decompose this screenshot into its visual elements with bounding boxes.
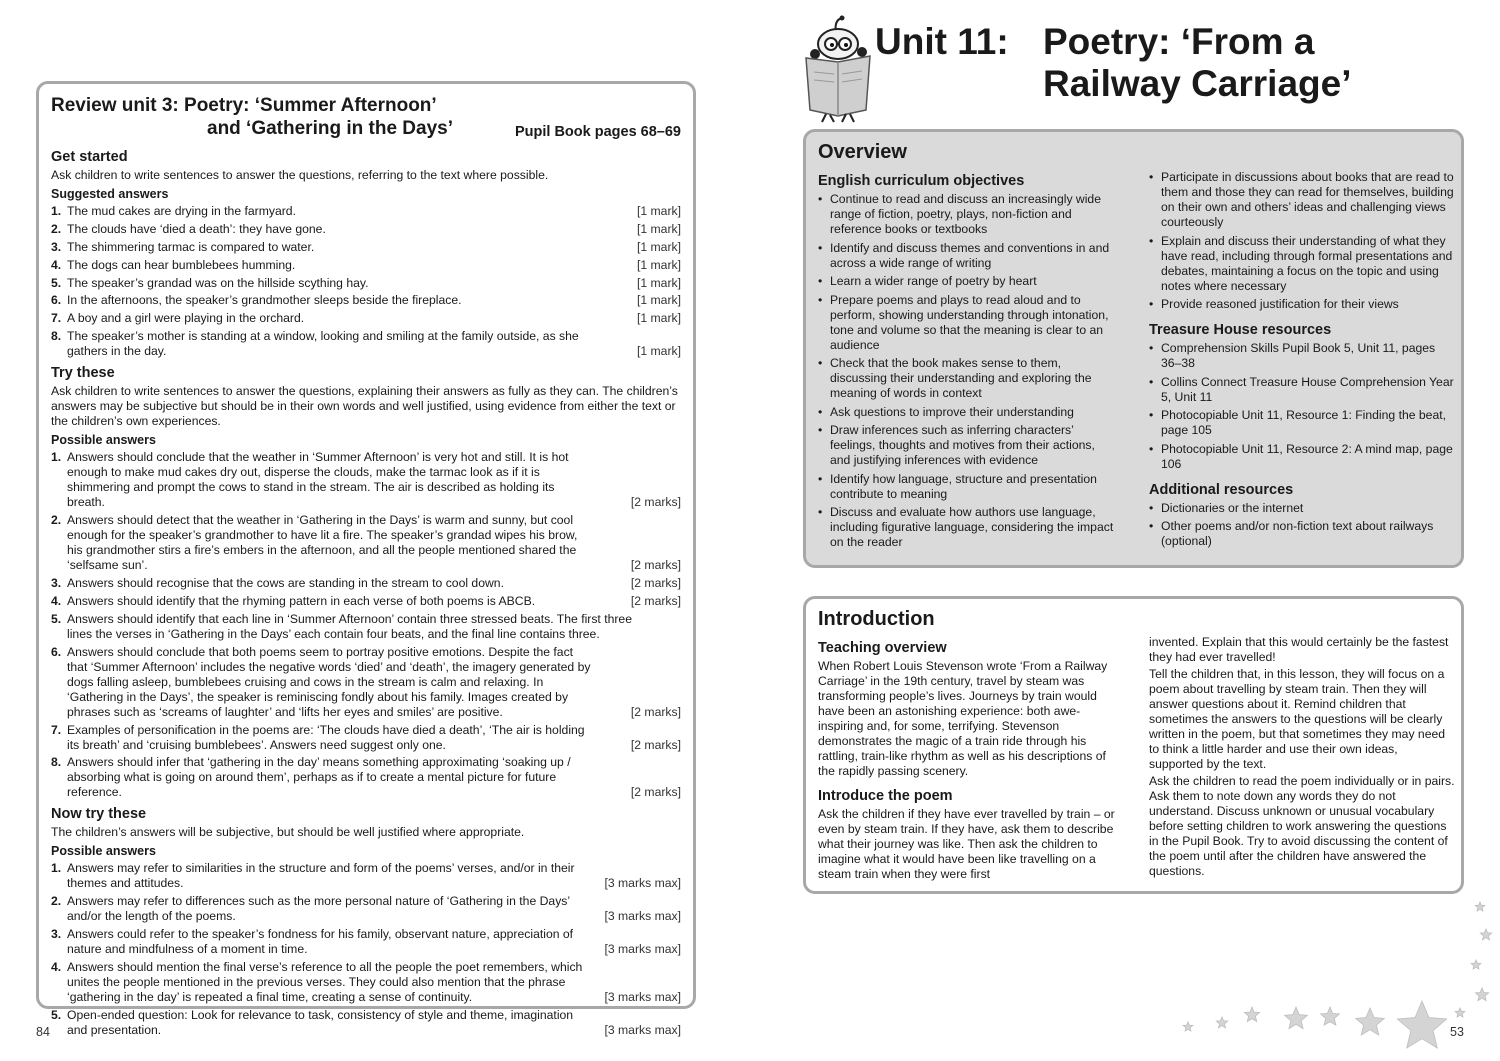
item-number: 2. bbox=[51, 513, 62, 528]
introduction-heading: Introduction bbox=[818, 608, 935, 630]
list-item bbox=[51, 276, 681, 291]
item-mark: [3 marks max] bbox=[604, 942, 681, 957]
star-shape bbox=[1475, 902, 1485, 911]
overview-col-2 bbox=[1149, 170, 1455, 553]
item-mark: [1 mark] bbox=[636, 344, 681, 359]
item-text: Answers could refer to the speaker’s fondness for his family, observant nature, appreciation of nature and mindfulness of a moment in time. bbox=[67, 927, 574, 957]
item-text: Answers may refer to similarities in the structure and form of the poems’ verses, and/or in their themes and attitudes. bbox=[67, 861, 575, 891]
bullet-item: • Identify how language, structure and presentation contribute to meaning bbox=[818, 472, 1118, 502]
star-shape bbox=[1455, 1008, 1465, 1017]
item-mark: [1 mark] bbox=[636, 275, 681, 290]
pupil-book-pages: Pupil Book pages 68–69 bbox=[514, 124, 681, 140]
introduction-para-2: Tell the children that, in this lesson, they will focus on a poem about travelling by steam train. Then they will answer questions about it. Remind children that sometimes the answers to the questions will be clearly written in the poem, but that sometimes they may need to think a little harder and use their own ideas, supported by the text. bbox=[1149, 667, 1446, 771]
item-number: 5. bbox=[51, 1008, 62, 1023]
item-number: 1. bbox=[51, 204, 62, 218]
item-number: 7. bbox=[51, 311, 62, 326]
introduce-poem-heading: Introduce the poem bbox=[818, 788, 953, 804]
item-number: 8. bbox=[51, 329, 62, 344]
possible-answers-label: Possible answers bbox=[51, 433, 156, 448]
item-mark: [2 marks] bbox=[630, 785, 681, 800]
bullet-item: • Draw inferences such as inferring characters’ feelings, thoughts and motives from their actions, and justifying inferences with evidence bbox=[818, 423, 1118, 468]
bullet-item: • Continue to read and discuss an increasingly wide range of fiction, poetry, plays, non-fiction and reference books or textbooks bbox=[818, 192, 1118, 237]
item-text: Answers may refer to differences such as the more personal nature of ‘Gathering in the Days’ and/or the length of the poems. bbox=[67, 894, 570, 924]
list-item bbox=[51, 204, 681, 219]
item-text: Answers should mention the final verse’s reference to all the people the poet remembers, which unites the people mentioned in the previous verses. They could also mention that the phrase ‘gathering in the day’ is repeated a final time, creating a sense of continuity. bbox=[67, 960, 583, 1005]
bullet-item: • Provide reasoned justification for their views bbox=[1149, 297, 1455, 312]
bullet-item: • Comprehension Skills Pupil Book 5, Unit 11, pages 36–38 bbox=[1149, 341, 1455, 371]
now-try-these-heading: Now try these bbox=[51, 806, 147, 823]
bullet-item: • Other poems and/or non-fiction text about railways (optional) bbox=[1149, 519, 1455, 549]
item-text: Answers should conclude that both poems seem to portray positive emotions. Despite the fact that ‘Summer Afternoon’ includes the negative words ‘died’ and ‘death’, the imagery generated by dogs falling asleep, bumblebees cruising and cows in the stream is calm and relaxing. In ‘Gathering in the Days’, the speaker is reminiscing fondly about his family. Images created by phrases such as ‘screams of laughter’ and ‘lifts her eyes and smiles’ are positive. bbox=[67, 644, 591, 719]
item-text: Answers should identify that each line in ‘Summer Afternoon’ contain three stressed beats. The first three lines the verses in ‘Gathering in the Days’ each contain four beats, and the final line contains three. bbox=[67, 611, 632, 641]
teaching-overview-heading: Teaching overview bbox=[818, 640, 947, 656]
overview-col-1 bbox=[818, 170, 1118, 554]
get-started-instructions: Ask children to write sentences to answer the questions, referring to the text where possible. bbox=[51, 168, 549, 182]
treasure-house-heading: Treasure House resources bbox=[1149, 322, 1332, 338]
star-shape bbox=[1475, 988, 1488, 1001]
item-number: 2. bbox=[51, 894, 62, 909]
item-number: 3. bbox=[51, 239, 62, 254]
list-item bbox=[51, 927, 681, 957]
objectives-heading: English curriculum objectives bbox=[818, 173, 1025, 189]
list-item bbox=[51, 329, 681, 359]
page-number-right: 53 bbox=[1450, 1025, 1464, 1039]
star-shape bbox=[1356, 1008, 1385, 1035]
item-mark: [2 marks] bbox=[630, 593, 681, 608]
unit-title-line2: Railway Carriage’ bbox=[1043, 63, 1352, 104]
item-mark: [3 marks max] bbox=[604, 990, 681, 1005]
item-text: The speaker’s grandad was on the hillside scything hay. bbox=[67, 275, 369, 290]
bullet-item: • Check that the book makes sense to them, discussing their understanding and exploring the meaning of words in context bbox=[818, 356, 1118, 401]
bullet-item: • Photocopiable Unit 11, Resource 1: Finding the beat, page 105 bbox=[1149, 408, 1455, 438]
suggested-answers-label: Suggested answers bbox=[51, 187, 169, 201]
bullet-item: • Explain and discuss their understanding of what they have read, including through formal presentations and debates, maintaining a focus on the topic and using notes where necessary bbox=[1149, 234, 1455, 294]
bullet-item: • Dictionaries or the internet bbox=[1149, 501, 1455, 516]
star-shape bbox=[1216, 1017, 1227, 1028]
item-mark: [1 mark] bbox=[636, 204, 681, 218]
item-number: 5. bbox=[51, 275, 62, 290]
bullet-item: • Discuss and evaluate how authors use language, including figurative language, considering the impact on the reader bbox=[818, 505, 1118, 550]
item-mark: [2 marks] bbox=[630, 704, 681, 719]
review-title-line1: Review unit 3: Poetry: ‘Summer Afternoon’ bbox=[51, 95, 437, 116]
objectives-list-1 bbox=[818, 192, 1118, 550]
item-text: Answers should recognise that the cows are standing in the stream to cool down. bbox=[67, 576, 504, 591]
list-item bbox=[51, 723, 681, 753]
review-title-line2: and ‘Gathering in the Days’ bbox=[207, 118, 453, 139]
treasure-house-list bbox=[1149, 341, 1455, 472]
item-number: 5. bbox=[51, 611, 62, 626]
item-text: Answers should infer that ‘gathering in the day’ means something approximating ‘soaking up / absorbing what is going on around them’, perhaps as if to create a mental picture for future reference. bbox=[67, 755, 571, 800]
item-mark: [3 marks max] bbox=[604, 876, 681, 891]
bullet-item: • Participate in discussions about books that are read to them and those they can read for themselves, building on their own and others’ ideas and challenging views courteously bbox=[1149, 170, 1455, 230]
item-text: In the afternoons, the speaker’s grandmother sleeps beside the fireplace. bbox=[67, 293, 462, 308]
item-number: 3. bbox=[51, 927, 62, 942]
item-number: 7. bbox=[51, 722, 62, 737]
star-shape bbox=[1244, 1007, 1259, 1022]
try-these-heading: Try these bbox=[51, 365, 115, 382]
unit-title-line1: Poetry: ‘From a bbox=[1043, 21, 1315, 62]
item-text: The clouds have ‘died a death’: they have gone. bbox=[67, 221, 326, 236]
objectives-list-2 bbox=[1149, 170, 1455, 312]
item-number: 1. bbox=[51, 861, 62, 876]
list-item bbox=[51, 894, 681, 924]
get-started-list bbox=[51, 204, 681, 359]
introduction-col-2 bbox=[1149, 635, 1455, 881]
list-item bbox=[51, 293, 681, 308]
star-shape bbox=[1183, 1022, 1193, 1031]
item-number: 6. bbox=[51, 644, 62, 659]
list-item bbox=[51, 576, 681, 591]
item-mark: [2 marks] bbox=[630, 495, 681, 510]
bullet-item: • Prepare poems and plays to read aloud and to perform, showing understanding through intonation, tone and volume so that the meaning is clear to an audience bbox=[818, 293, 1118, 353]
item-text: The speaker’s mother is standing at a window, looking and smiling at the family outside, as she gathers in the day. bbox=[67, 329, 579, 359]
list-item bbox=[51, 861, 681, 891]
item-text: Answers should detect that the weather in ‘Gathering in the Days’ is warm and sunny, but cool enough for the speaker’s grandmother to have lit a fire. The speaker’s grandad wipes his brow, his grandmother stirs a fire’s embers in the afternoon, and all the people mentioned shared the ‘selfsame sun’. bbox=[67, 513, 578, 573]
now-try-these-instructions: The children’s answers will be subjective, but should be well justified where appropriate. bbox=[51, 825, 525, 840]
introduce-poem-text: Ask the children if they have ever travelled by train – or even by steam train. If they have, ask them to describe what their journey was like. Then ask the children to imagine what it would have been like travelling on a steam train when they were first bbox=[818, 807, 1115, 881]
item-text: Answers should identify that the rhyming pattern in each verse of both poems is ABCB. bbox=[67, 593, 536, 608]
overview-heading: Overview bbox=[818, 141, 907, 163]
bullet-item: • Photocopiable Unit 11, Resource 2: A mind map, page 106 bbox=[1149, 442, 1455, 472]
star-shape bbox=[1285, 1007, 1308, 1029]
item-mark: [2 marks] bbox=[630, 576, 681, 591]
item-mark: [2 marks] bbox=[630, 558, 681, 573]
item-mark: [1 mark] bbox=[636, 221, 681, 236]
item-mark: [3 marks max] bbox=[604, 909, 681, 924]
star-shape bbox=[1397, 1001, 1446, 1048]
item-number: 6. bbox=[51, 293, 62, 308]
list-item bbox=[51, 645, 681, 720]
item-mark: [2 marks] bbox=[630, 737, 681, 752]
item-number: 4. bbox=[51, 960, 62, 975]
overview-box bbox=[803, 129, 1464, 568]
star-shape bbox=[1321, 1007, 1340, 1025]
item-text: Examples of personification in the poems are: ‘The clouds have died a death’, ‘The air is holding its breath’ and ‘cruising bumblebees’. Answers need suggest only one. bbox=[67, 722, 585, 752]
introduction-col-1 bbox=[818, 637, 1124, 884]
introduction-box bbox=[803, 596, 1464, 894]
item-mark: [1 mark] bbox=[636, 311, 681, 326]
item-number: 2. bbox=[51, 221, 62, 236]
list-item bbox=[51, 450, 681, 510]
item-text: The shimmering tarmac is compared to water. bbox=[67, 239, 315, 254]
teaching-overview-text: When Robert Louis Stevenson wrote ‘From a Railway Carriage’ in the 19th century, travel by steam was transforming people’s lives. Journeys by train would have been an astonishing experience: both awe-inspiring and, for some, terrifying. Stevenson demonstrates the magic of a train ride through his rattling, train-like rhythm as well as his descriptions of the rapidly passing scenery. bbox=[818, 659, 1108, 778]
item-text: A boy and a girl were playing in the orchard. bbox=[67, 311, 305, 326]
item-number: 1. bbox=[51, 450, 62, 465]
now-try-these-list bbox=[51, 861, 681, 1038]
get-started-heading: Get started bbox=[51, 149, 128, 165]
item-text: Answers should conclude that the weather in ‘Summer Afternoon’ is very hot and still. It is hot enough to make mud cakes dry out, disperse the clouds, make the tarmac look as if it is shimmering and prompt the cows to stand in the stream. The air is described as holding its breath. bbox=[67, 450, 569, 510]
unit-label: Unit 11: bbox=[875, 21, 1009, 62]
bullet-item: • Ask questions to improve their understanding bbox=[818, 405, 1118, 420]
item-number: 4. bbox=[51, 257, 62, 272]
bullet-item: • Learn a wider range of poetry by heart bbox=[818, 274, 1118, 289]
list-item bbox=[51, 1008, 681, 1038]
item-mark: [3 marks max] bbox=[604, 1023, 681, 1038]
list-item bbox=[51, 594, 681, 609]
list-item bbox=[51, 960, 681, 1005]
item-text: Open-ended question: Look for relevance to task, consistency of style and theme, imagination and presentation. bbox=[67, 1008, 574, 1038]
item-mark: [1 mark] bbox=[636, 239, 681, 254]
list-item bbox=[51, 258, 681, 273]
bullet-item: • Collins Connect Treasure House Comprehension Year 5, Unit 11 bbox=[1149, 375, 1455, 405]
try-these-list bbox=[51, 450, 681, 800]
introduction-para-1: invented. Explain that this would certainly be the fastest they had ever travelled! bbox=[1149, 635, 1449, 664]
bullet-item: • Identify and discuss themes and conventions in and across a wide range of writing bbox=[818, 241, 1118, 271]
item-text: The dogs can hear bumblebees humming. bbox=[67, 257, 296, 272]
mascot-reading-icon bbox=[800, 14, 875, 124]
item-number: 3. bbox=[51, 576, 62, 591]
list-item bbox=[51, 755, 681, 800]
item-mark: [1 mark] bbox=[636, 257, 681, 272]
list-item bbox=[51, 513, 681, 573]
page-number-left: 84 bbox=[36, 1025, 50, 1039]
stars-decoration-icon bbox=[1160, 895, 1500, 1055]
item-mark: [1 mark] bbox=[636, 293, 681, 308]
introduction-para-3: Ask the children to read the poem individually or in pairs. Ask them to note down any words they do not understand. Discuss unknown or unusual vocabulary before setting children to work answering the questions in the Pupil Book. Try to avoid discussing the content of the poem until after the children have answered the questions. bbox=[1149, 774, 1455, 878]
try-these-instructions: Ask children to write sentences to answer the questions, explaining their answers as fully as they can. The children’s answers may be subjective but should be in their own words and well justified, using evidence from either the text or the children’s own experiences. bbox=[51, 384, 678, 429]
star-shape bbox=[1480, 929, 1491, 940]
list-item bbox=[51, 311, 681, 326]
additional-resources-list bbox=[1149, 501, 1455, 550]
list-item bbox=[51, 222, 681, 237]
additional-resources-heading: Additional resources bbox=[1149, 481, 1294, 498]
item-number: 8. bbox=[51, 755, 62, 770]
review-title bbox=[51, 94, 681, 142]
list-item bbox=[51, 612, 681, 642]
item-number: 4. bbox=[51, 593, 62, 608]
item-text: The mud cakes are drying in the farmyard. bbox=[67, 204, 296, 218]
list-item bbox=[51, 240, 681, 255]
possible-answers-label-2: Possible answers bbox=[51, 844, 156, 859]
star-shape bbox=[1471, 960, 1481, 969]
